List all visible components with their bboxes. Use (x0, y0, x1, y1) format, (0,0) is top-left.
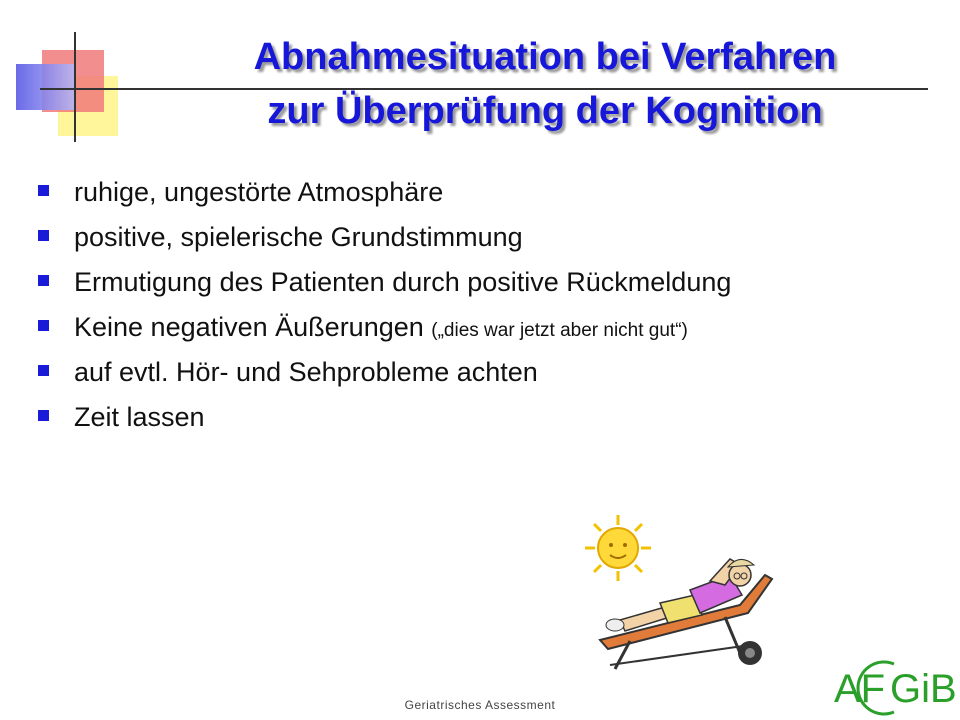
square-bullet-icon (38, 230, 49, 241)
bullet-text: auf evtl. Hör- und Sehprobleme achten (74, 357, 538, 387)
bullet-item (38, 401, 898, 433)
title-line-1: Abnahmesituation bei Verfahren (253, 36, 837, 78)
bullet-item (38, 266, 898, 298)
bullet-list (38, 176, 898, 446)
bullet-item (38, 176, 898, 208)
bullet-text: Zeit lassen (74, 402, 205, 432)
decor-vertical-line (74, 32, 76, 142)
bullet-item (38, 356, 898, 388)
slide-footer: Geriatrisches Assessment (404, 698, 556, 712)
relaxing-man-on-lounger-icon (590, 545, 780, 675)
title-line-2: zur Überprüfung der Kognition (267, 90, 823, 132)
square-bullet-icon (38, 320, 49, 331)
bullet-text: ruhige, ungestörte Atmosphäre (74, 177, 444, 207)
logo-text-gib: GiB (890, 667, 957, 711)
square-bullet-icon (38, 185, 49, 196)
square-bullet-icon (38, 275, 49, 286)
slide-title (150, 30, 940, 138)
bullet-note: („dies war jetzt aber nicht gut“) (431, 320, 688, 341)
bullet-text: Ermutigung des Patienten durch positive Rückmeldung (74, 267, 732, 297)
decor-blue-square (16, 64, 76, 110)
afgib-logo (832, 656, 958, 718)
bullet-item (38, 221, 898, 253)
square-bullet-icon (38, 410, 49, 421)
logo-text-af: AF (834, 667, 886, 711)
bullet-item (38, 311, 898, 343)
bullet-text: positive, spielerische Grundstimmung (74, 222, 523, 252)
bullet-text: Keine negativen Äußerungen (74, 312, 432, 342)
square-bullet-icon (38, 365, 49, 376)
